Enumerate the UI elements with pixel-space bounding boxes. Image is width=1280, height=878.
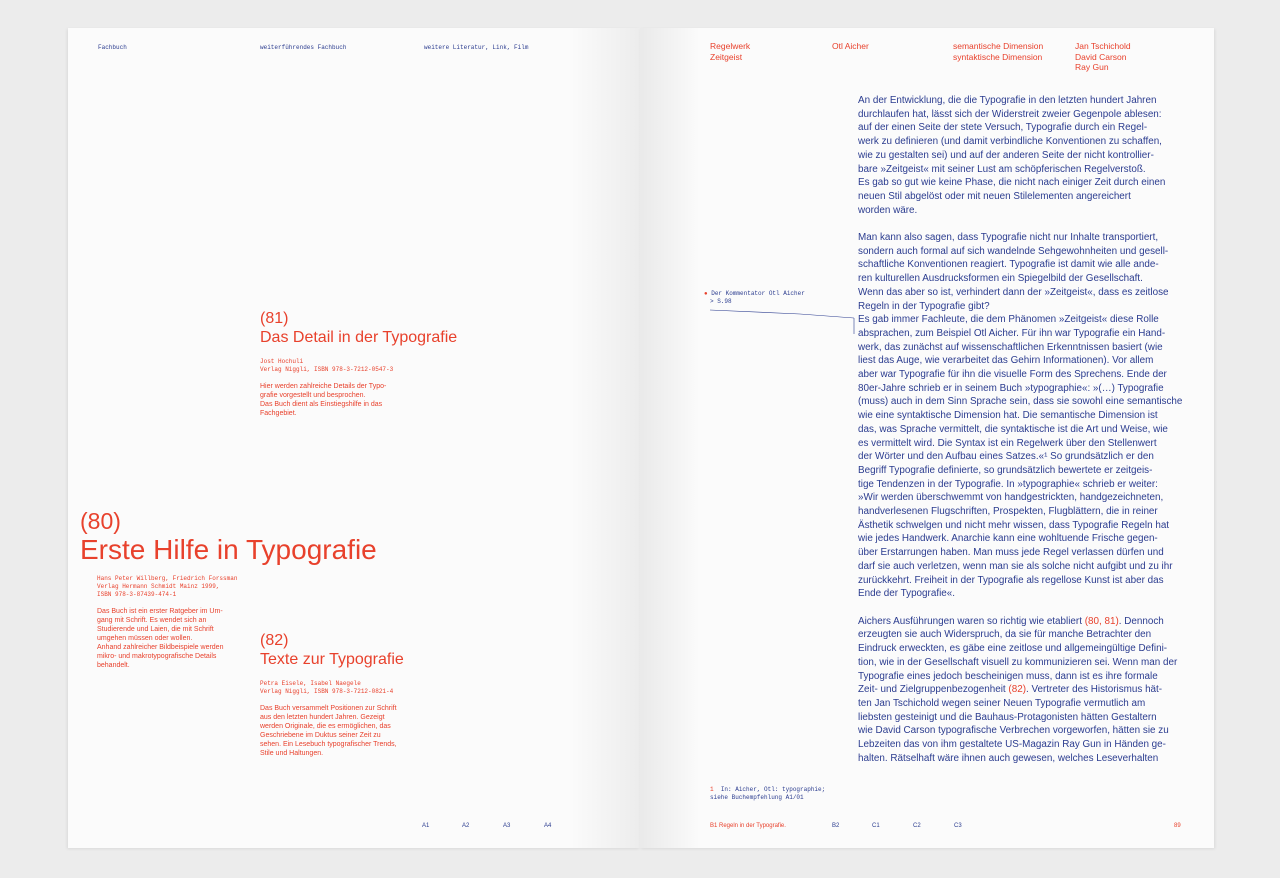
right-page <box>640 28 1214 848</box>
book-description: Das Buch ist ein erster Ratgeber im Um- gang mit Schrift. Es wendet sich an Studierende und Laien, die mit Schrift umgehen müssen oder wollen. Anhand zahlreicher Bildbeispiele werden mikro- und makrotypografische Details behandelt. <box>97 608 224 669</box>
left-page <box>68 28 640 848</box>
book-number: (80) <box>80 508 121 534</box>
header-col-aicher: Otl Aicher <box>832 41 869 51</box>
book-entry-80 <box>80 508 480 566</box>
footer-nav-a3[interactable]: A3 <box>503 823 511 829</box>
book-reference-link[interactable]: (82) <box>1008 684 1026 696</box>
book-description: Das Buch versammelt Positionen zur Schrift aus den letzten hundert Jahren. Gezeigt werden Originale, die es ermöglichen, das Geschriebene im Duktus seiner Zeit zu sehen. Ein Lesebuch typografischer Trends, Stile und Haltungen. <box>260 705 397 757</box>
footnote: 1 In: Aicher, Otl: typographie; siehe Buchempfehlung A1/01 <box>710 786 826 801</box>
book-reference-link[interactable]: (80, 81) <box>1084 615 1119 627</box>
connector-line <box>710 310 854 318</box>
page-number: 89 <box>1174 823 1181 829</box>
gutter-shadow-right <box>640 28 700 848</box>
paragraph-1: An der Entwicklung, die die Typografie in den letzten hundert Jahren durchlaufen hat, lässt sich der Widerstreit zweier Gegenpole ablesen: auf der einen Seite der stete Versuch, Typografie durch ein Regel- werk zu definieren (und damit verbindliche Konventionen zu schaffen, wie zu gestalten sei) und auf der anderen Seite der nicht kontrollier- bare »Zeitgeist« mit seiner Lust am schöpferischen Regelverstoß. Es gab so gut wie keine Phase, die nicht nach einiger Zeit durch einen neuen Stil abgelöst oder mit neuen Stilelementen angereichert worden wäre. <box>858 95 1166 216</box>
header-col-designers: Jan Tschichold David Carson Ray Gun <box>1075 41 1131 72</box>
footer-nav-c3[interactable]: C3 <box>954 823 962 829</box>
footer-nav-c1[interactable]: C1 <box>872 823 880 829</box>
header-col-fachbuch: Fachbuch <box>98 44 127 51</box>
book-title: Das Detail in der Typografie <box>260 329 458 346</box>
header-col-weiterfuehrend: weiterführendes Fachbuch <box>260 44 347 51</box>
book-entry-81 <box>260 310 590 418</box>
margin-note: ● Der Kommentator Otl Aicher > S.98 <box>704 290 805 305</box>
book-number: (81) <box>260 310 289 327</box>
header-col-regelwerk: Regelwerk Zeitgeist <box>710 41 751 62</box>
footer-nav-b2[interactable]: B2 <box>832 823 840 829</box>
footer-nav-a1[interactable]: A1 <box>422 823 430 829</box>
book-description: Hier werden zahlreiche Details der Typo- grafie vorgestellt und besprochen. Das Buch dient als Einstiegshilfe in das Fachgebiet. <box>260 383 387 417</box>
paragraph-3: Aichers Ausführungen waren so richtig wie etabliert (80, 81). Dennoch erzeugten sie auch Widerspruch, da sie für manche Betrachter den Eindruck erweckten, es gäbe eine zeitlose und allgemeingültige Defini- tion, wie in der Gesellschaft visuell zu kommunizieren sei. Wenn man der Typografie eines jedoch bescheinigen muss, dann ist es ihre formale Zeit- und Zielgruppenbezogenheit (82). Vertreter des Historismus hät- ten Jan Tschichold wegen seiner Neuen Typografie vermutlich am liebsten gesteinigt und die Bauhaus-Protagonisten hätten Gestaltern wie David Carson typografische Verbrechen vorgeworfen, hätten sie zu Lebzeiten das von ihm gestaltete US-Magazin Ray Gun in Händen ge- halten. Rätselhaft wäre ihnen auch gewesen, welches Leseverhalten <box>858 615 1178 764</box>
book-entry-80-details <box>97 575 287 670</box>
footer-nav-a2[interactable]: A2 <box>462 823 470 829</box>
paragraph-2: Man kann also sagen, dass Typografie nicht nur Inhalte transportiert, sondern auch formal auf sich wandelnde Sehgewohnheiten und gesell- schaftliche Konventionen reagiert. Typografie ist damit wie alle ande- ren kulturellen Ausdrucksformen ein Spiegelbild der Gesellschaft. Wenn das aber so ist, verhindert dann der »Zeitgeist«, dass es zeitlose Regeln in der Typografie gibt? Es gab immer Fachleute, die dem Phänomen »Zeitgeist« diese Rolle absprachen, zum Beispiel Otl Aicher. Für ihn war Typografie ein Hand- werk, das zunächst auf wissenschaftlichen Erkenntnissen basiert (wie liest das Auge, wie verarbeitet das Gehirn Informationen). Vor allem aber war Typografie für ihn die visuelle Form des Sprechens. Ende der 80er-Jahre schrieb er in seinem Buch »typographie«: »(…) Typografie (muss) auch in dem Sinn Sprache sein, dass sie sowohl eine semantische wie eine syntaktische Dimension hat. Die semantische Dimension ist das, was Sprache vermittelt, die syntaktische ist die Art und Weise, wie es vermittelt wird. Die Syntax ist ein Regelwerk über den Stellenwert der Wörter und den Aufbau eines Satzes.«¹ So grundsätzlich er den Begriff Typografie definierte, so grundsätzlich bewertete er zeitgeis- tige Tendenzen in der Typografie. In »typographie« schrieb er weiter: »Wir werden überschwemmt von handgestrickten, handgezeichneten, handverlesenen Flugschriften, Prospekten, Flugblättern, die in reiner Ästhetik schwelgen und nicht mehr wissen, dass Typografie Regeln hat wie jedes Handwerk. Anarchie kann eine wohltuende Frische gegen- über Erstarrungen haben. Man muss jede Regel verlassen dürfen und darf sie auch verletzen, wenn man sie als solche nicht aufgibt und zu ihr zurückkehrt. Freiheit in der Typografie als regellose Kunst ist aber das Ende der Typografie«. <box>858 232 1183 600</box>
bullet-icon: ● <box>704 290 708 297</box>
footer-nav-b1-active[interactable]: B1 Regeln in der Typografie. <box>710 823 786 829</box>
book-title: Erste Hilfe in Typografie <box>80 534 377 565</box>
book-meta: Hans Peter Willberg, Friedrich Forssman Verlag Hermann Schmidt Mainz 1999, ISBN 978-3-87439-474-1 <box>97 575 238 598</box>
header-col-dimension: semantische Dimension syntaktische Dimension <box>953 41 1044 62</box>
book-number: (82) <box>260 632 289 649</box>
header-col-literatur: weitere Literatur, Link, Film <box>424 44 529 51</box>
footer-nav-a4[interactable]: A4 <box>544 823 552 829</box>
book-meta: Petra Eisele, Isabel Naegele Verlag Niggli, ISBN 978-3-7212-0821-4 <box>260 680 394 695</box>
body-text <box>858 94 1198 765</box>
book-title: Texte zur Typografie <box>260 651 404 668</box>
book-meta: Jost Hochuli Verlag Niggli, ISBN 978-3-7212-0547-3 <box>260 358 394 373</box>
footer-nav-c2[interactable]: C2 <box>913 823 921 829</box>
margin-note-connector <box>700 298 860 348</box>
book-entry-82 <box>260 632 590 758</box>
